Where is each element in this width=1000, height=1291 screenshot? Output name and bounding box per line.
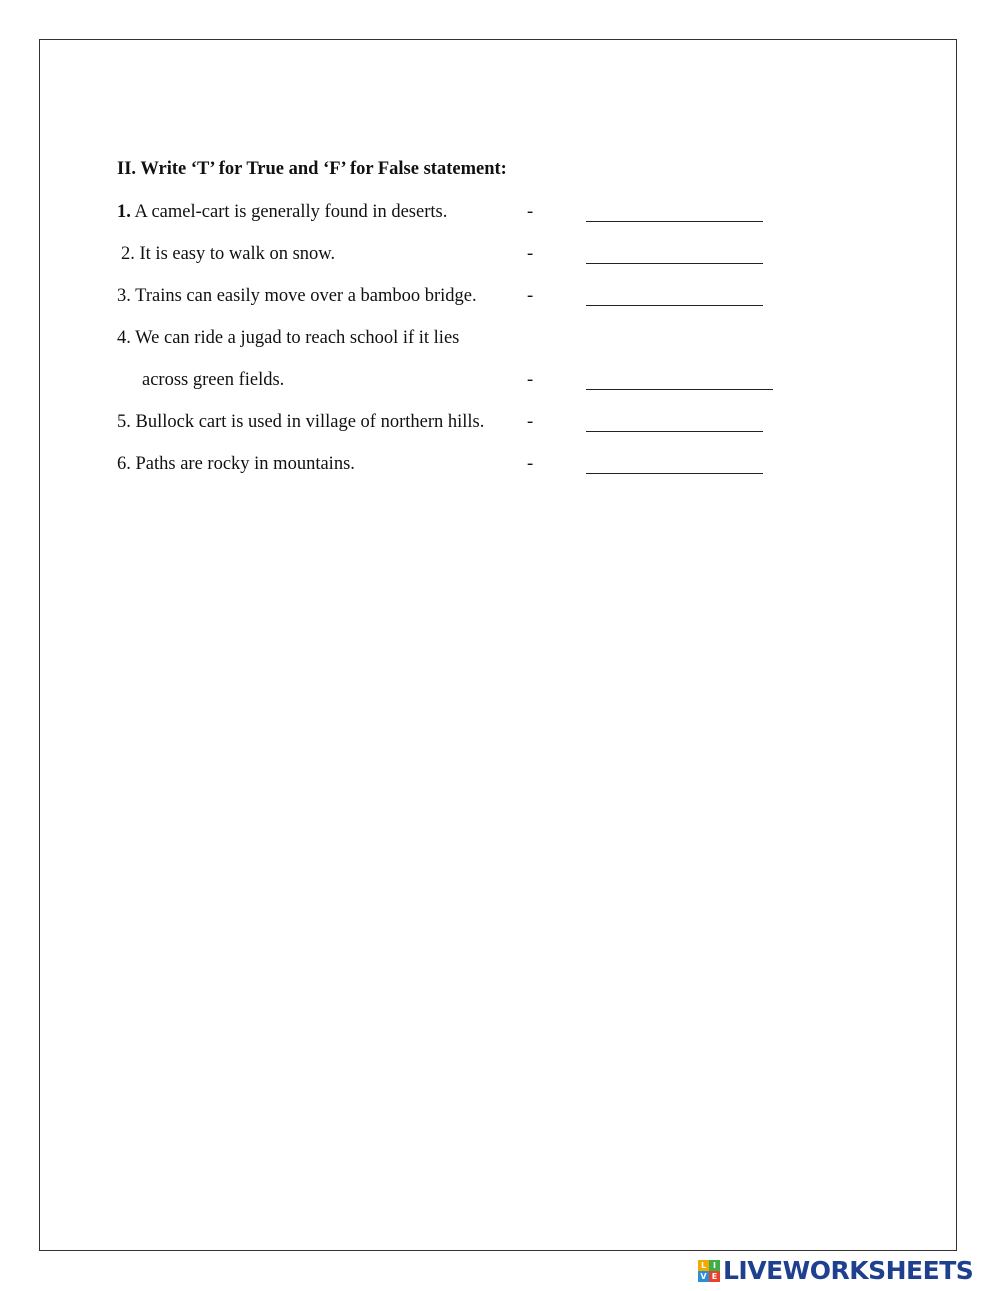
liveworksheets-logo — [698, 1256, 973, 1286]
statement-2: 2. It is easy to walk on snow. — [121, 244, 336, 264]
answer-blank-4[interactable] — [586, 389, 773, 390]
answer-blank-1[interactable] — [586, 221, 763, 222]
answer-blank-5[interactable] — [586, 431, 763, 432]
statement-5: 5. Bullock cart is used in village of northern hills. — [117, 412, 485, 432]
logo-text: LIVEWORKSHEETS — [723, 1256, 974, 1285]
answer-blank-6[interactable] — [586, 473, 763, 474]
dash: - — [527, 286, 534, 306]
logo-block-v: V — [698, 1271, 709, 1282]
dash: - — [527, 454, 534, 474]
logo-block-i: I — [709, 1260, 720, 1271]
statement-number: 1. — [117, 202, 131, 222]
dash: - — [527, 202, 534, 222]
statement-4-line-1: 4. We can ride a jugad to reach school if it lies — [117, 328, 460, 348]
answer-blank-2[interactable] — [586, 263, 763, 264]
dash: - — [527, 412, 534, 432]
statement-3: 3. Trains can easily move over a bamboo bridge. — [117, 286, 477, 306]
dash: - — [527, 370, 534, 390]
live-blocks-icon — [698, 1260, 720, 1282]
statement-1 — [117, 202, 447, 223]
logo-block-l: L — [698, 1260, 709, 1271]
answer-blank-3[interactable] — [586, 305, 763, 306]
logo-block-e: E — [709, 1271, 720, 1282]
dash: - — [527, 244, 534, 264]
statement-text: A camel-cart is generally found in deserts. — [130, 202, 448, 222]
statement-4-line-2: across green fields. — [142, 370, 285, 390]
statement-6: 6. Paths are rocky in mountains. — [117, 454, 355, 474]
section-heading: II. Write ‘T’ for True and ‘F’ for False statement: — [117, 159, 507, 179]
